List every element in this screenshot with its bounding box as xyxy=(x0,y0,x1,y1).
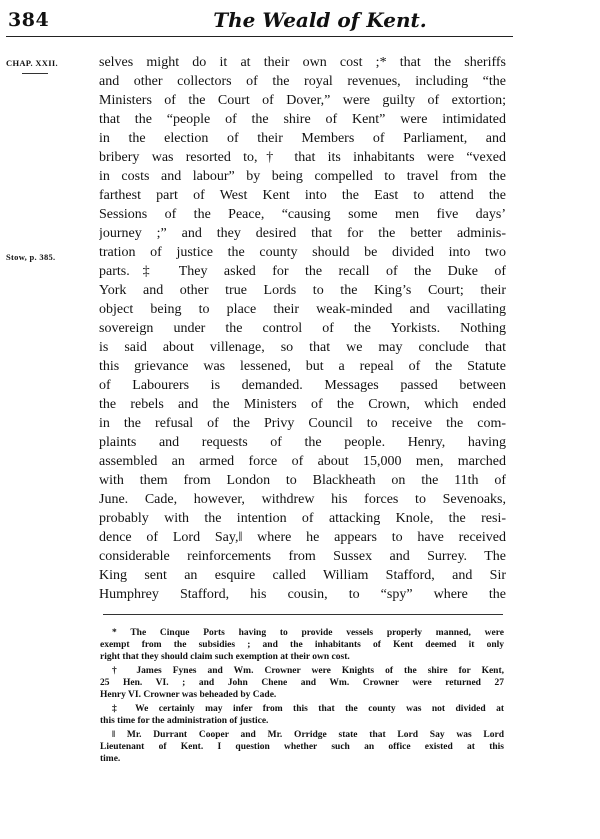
footnote-line: † James Fynes and Wm. Crowner were Knights of the shire for Kent, xyxy=(112,666,504,676)
body-line: sovereign under the control of the Yorkists. Nothing xyxy=(99,321,506,336)
body-line: is said about villenage, so that we may conclude that xyxy=(99,340,506,355)
page-number: 384 xyxy=(8,9,50,31)
body-line: King sent an esquire called William Stafford, and Sir xyxy=(99,568,506,583)
body-line: journey ;” and they desired that for the better adminis- xyxy=(99,226,506,241)
footnote-line: Henry VI. Crowner was beheaded by Cade. xyxy=(100,690,277,700)
body-line: considerable reinforcements from Sussex and Surrey. The xyxy=(99,549,506,564)
footnote-rule xyxy=(103,614,503,615)
footnote xyxy=(100,703,504,727)
margin-note-stow: Stow, p. 385. xyxy=(6,252,56,262)
footnote-line: this time for the administration of justice. xyxy=(100,716,269,726)
body-line: assembled an armed force of about 15,000 men, marched xyxy=(99,454,506,469)
body-text xyxy=(99,53,506,604)
body-line: farthest part of West Kent into the East to attend the xyxy=(99,188,506,203)
body-line: that the “people of the shire of Kent” were intimidated xyxy=(99,112,506,127)
header-rule xyxy=(6,36,513,37)
footnote xyxy=(100,627,504,663)
footnote-line: * The Cinque Ports having to provide vessels properly manned, were xyxy=(112,628,504,638)
body-line: tration of justice the county should be divided into two xyxy=(99,245,506,260)
body-line: this grievance was lessened, but a repeal of the Statute xyxy=(99,359,506,374)
body-line: in the refusal of the Privy Council to receive the com- xyxy=(99,416,506,431)
body-line: in costs and labour” by being compelled to travel from the xyxy=(99,169,506,184)
body-line: bribery was resorted to,† that its inhabitants were “vexed xyxy=(99,150,506,165)
body-line: object being to place their weak-minded and vacillating xyxy=(99,302,506,317)
body-line: parts.‡ They asked for the recall of the Duke of xyxy=(99,264,506,279)
margin-note-chapter-rule xyxy=(22,73,48,74)
body-line: probably with the intention of attacking Knole, the resi- xyxy=(99,511,506,526)
body-line: of Labourers is demanded. Messages passed between xyxy=(99,378,506,393)
body-line: dence of Lord Say,‖ where he appears to have received xyxy=(99,530,506,545)
footnote-line: 25 Hen. VI. ; and John Chene and Wm. Crowner were returned 27 xyxy=(100,678,504,688)
body-line: Sessions of the Peace, “causing some men five days’ xyxy=(99,207,506,222)
footnote-line: exempt from the subsidies ; and the inhabitants of Kent deemed it only xyxy=(100,640,504,650)
footnote-line: ‡ We certainly may infer from this that the county was not divided at xyxy=(112,704,504,714)
body-line: the rebels and the Ministers of the Crown, which ended xyxy=(99,397,506,412)
footnote-line: time. xyxy=(100,754,121,764)
body-line: Humphrey Stafford, his cousin, to “spy” where the xyxy=(99,587,506,602)
body-line: selves might do it at their own cost ;* that the sheriffs xyxy=(99,55,506,70)
body-line: and other collectors of the royal revenues, including “the xyxy=(99,74,506,89)
body-line: in the election of their Members of Parliament, and xyxy=(99,131,506,146)
footnote xyxy=(100,665,504,701)
body-line: Ministers of the Court of Dover,” were guilty of extortion; xyxy=(99,93,506,108)
footnote-line: ‖ Mr. Durrant Cooper and Mr. Orridge state that Lord Say was Lord xyxy=(112,730,504,740)
body-line: with them from London to Blackheath on the 11th of xyxy=(99,473,506,488)
body-line: plaints and requests of the people. Henry, having xyxy=(99,435,506,450)
footnotes xyxy=(100,627,504,767)
running-title: The Weald of Kent. xyxy=(213,8,427,32)
footnote-line: Lieutenant of Kent. I question whether such an office existed at this xyxy=(100,742,504,752)
body-line: York and other true Lords to the King’s Court; their xyxy=(99,283,506,298)
footnote xyxy=(100,729,504,765)
margin-note-chapter: CHAP. XXII. xyxy=(6,58,58,68)
footnote-line: right that they should claim such exemption at their own cost. xyxy=(100,652,350,662)
body-line: June. Cade, however, withdrew his forces to Sevenoaks, xyxy=(99,492,506,507)
